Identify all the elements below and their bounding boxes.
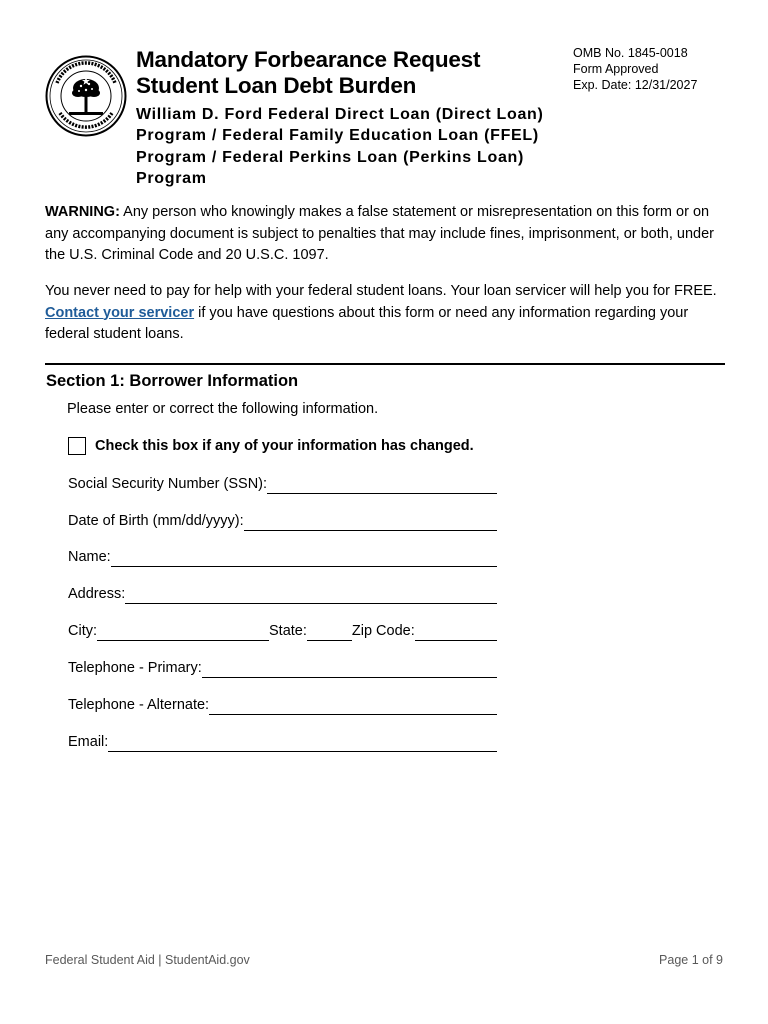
help-text-after: if you have questions about this form or need any information regarding your federal student loans. [45, 304, 689, 342]
help-paragraph [45, 281, 735, 346]
form-title-line2: Student Loan Debt Burden [136, 73, 417, 98]
email-field[interactable] [108, 734, 497, 752]
state-field[interactable] [307, 623, 352, 641]
section-divider [45, 363, 725, 365]
name-row [68, 548, 497, 567]
dob-field[interactable] [244, 513, 497, 531]
info-changed-row [68, 437, 474, 455]
phone-alternate-field[interactable] [209, 697, 497, 715]
phone-alternate-row [68, 696, 497, 715]
dob-row [68, 512, 497, 531]
address-row [68, 585, 497, 604]
section-1-instruction: Please enter or correct the following information. [67, 401, 379, 417]
phone-alternate-label: Telephone - Alternate: [68, 697, 210, 713]
info-changed-checkbox[interactable] [68, 437, 86, 455]
name-label: Name: [68, 549, 111, 565]
form-approved: Form Approved [573, 62, 659, 76]
ssn-field[interactable] [267, 476, 497, 494]
form-title [136, 47, 480, 99]
zip-field[interactable] [415, 623, 497, 641]
section-1-title: Section 1: Borrower Information [46, 372, 299, 390]
name-field[interactable] [111, 549, 497, 567]
help-text-before: You never need to pay for help with your federal student loans. Your loan servicer will help you for FREE. [45, 283, 717, 299]
dob-label: Date of Birth (mm/dd/yyyy): [68, 513, 244, 529]
warning-label: WARNING: [45, 204, 120, 220]
omb-number: OMB No. 1845-0018 [573, 46, 688, 60]
footer-agency: Federal Student Aid | StudentAid.gov [45, 953, 250, 967]
warning-paragraph [45, 202, 735, 267]
program-subtitle: William D. Ford Federal Direct Loan (Direct Loan) Program / Federal Family Education Loan (FFEL) Program / Federal Perkins Loan (Perkins Loan) Program [136, 106, 544, 187]
city-state-zip-row [68, 622, 497, 641]
email-label: Email: [68, 734, 109, 750]
department-of-education-seal [45, 55, 127, 137]
city-field[interactable] [97, 623, 269, 641]
address-field[interactable] [125, 586, 497, 604]
footer-page-number: Page 1 of 9 [659, 953, 723, 967]
expiration-date: Exp. Date: 12/31/2027 [573, 78, 698, 92]
ssn-row [68, 475, 497, 494]
warning-text: Any person who knowingly makes a false statement or misrepresentation on this form or on any accompanying document is subject to penalties that may include fines, imprisonment, or both, under the U.S. Criminal Code and 20 U.S.C. 1097. [45, 204, 714, 263]
state-label: State: [269, 623, 307, 639]
phone-primary-label: Telephone - Primary: [68, 660, 202, 676]
form-title-line1: Mandatory Forbearance Request [136, 47, 481, 72]
ssn-label: Social Security Number (SSN): [68, 476, 268, 492]
phone-primary-row [68, 659, 497, 678]
omb-info [573, 45, 697, 93]
address-label: Address: [68, 586, 126, 602]
zip-label: Zip Code: [351, 623, 415, 639]
email-row [68, 733, 497, 752]
phone-primary-field[interactable] [202, 660, 497, 678]
info-changed-label: Check this box if any of your information has changed. [95, 438, 474, 454]
contact-servicer-link[interactable]: Contact your servicer [45, 304, 195, 321]
city-label: City: [68, 623, 97, 639]
